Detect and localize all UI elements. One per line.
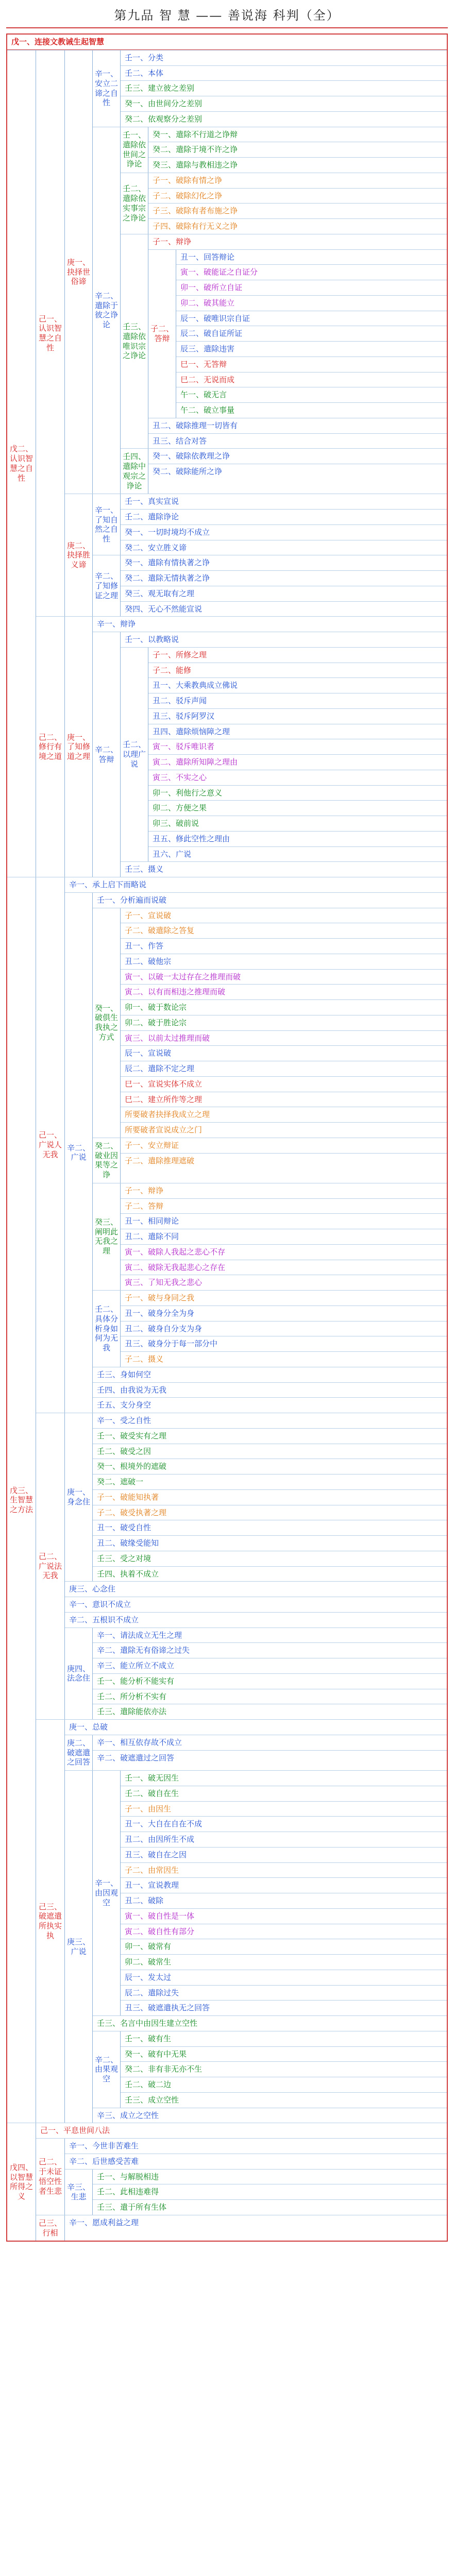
outline-leaf: 壬二、破受之因: [93, 1444, 447, 1459]
outline-leaf: 丑一、宣说教理: [121, 1877, 447, 1893]
outline-leaf: 子一、安立辩证: [125, 1140, 179, 1150]
outline-branch: [93, 908, 447, 1138]
branch-children: [121, 1183, 447, 1290]
branch-children: [93, 1628, 447, 1720]
outline-leaf: 壬一、与解脱相违: [97, 2172, 159, 2181]
outline-leaf: 辰三、遣除违害: [176, 341, 447, 357]
outline-leaf: 子一、宣说破: [125, 910, 172, 920]
outline-branch: [93, 2031, 447, 2108]
outline-leaf: 子二、遣除推理遮破: [121, 1153, 447, 1168]
outline-leaf: 子二、摄义: [121, 1351, 447, 1367]
outline-branch: [121, 173, 447, 234]
outline-leaf: 辰一、宣说破: [121, 1045, 447, 1061]
outline-leaf: 所要破者宣说成立之门: [121, 1122, 447, 1138]
branch-children: [93, 50, 447, 494]
branch-label: 己二、修行有境之道: [36, 617, 65, 877]
outline-branch: [93, 1290, 447, 1367]
outline-leaf: 壬二、遣除诤论: [121, 509, 447, 524]
outline-leaf: 壬一、破无因生: [125, 1773, 179, 1783]
outline-branch: [36, 2138, 447, 2215]
branch-label: 庚二、破遮遣之回答: [65, 1735, 93, 1770]
footer-space: [0, 2242, 454, 2252]
outline-leaf: 癸一、一切时境均不成立: [121, 524, 447, 540]
outline-leaf: 辛一、愿成利益之理: [69, 2217, 139, 2227]
outline-leaf: 辛二、五根识不成立: [65, 1612, 447, 1628]
branch-children: [121, 1771, 447, 2015]
outline-leaf: 丑三、破遮遣执无之回答: [121, 2000, 447, 2015]
outline-branch: [65, 2169, 447, 2215]
outline-leaf: 寅三、不实之心: [148, 770, 447, 785]
outline-leaf: 戊一、连接文教诫生起智慧: [7, 35, 447, 50]
outline-leaf: 子二、破受执著之理: [93, 1505, 447, 1520]
outline-leaf: 癸二、破除能所之诤: [148, 464, 447, 479]
branch-children: [36, 877, 447, 2123]
outline-leaf: 壬一、破有生: [125, 2033, 172, 2043]
outline-leaf: 辛二、后世感受苦难: [65, 2154, 447, 2169]
outline-leaf: 卯二、破常生: [121, 1954, 447, 1970]
outline-branch: [36, 2215, 447, 2241]
branch-label: 癸二、破业因果等之诤: [93, 1138, 121, 1183]
branch-children: [65, 877, 447, 1413]
outline-leaf: 癸三、遣除与教相违之诤: [148, 157, 447, 173]
branch-children: [148, 173, 447, 234]
outline-leaf: 壬一、能分析不能实有: [93, 1673, 447, 1689]
outline-leaf: 寅二、遣除所知障之理由: [148, 754, 447, 770]
outline-leaf: 辰一、破唯识宗自证: [176, 311, 447, 326]
outline-leaf: 巳二、建立所作等之理: [121, 1092, 447, 1107]
branch-label: 己一、广说人无我: [36, 877, 65, 1413]
outline-branch: [65, 617, 447, 877]
outline-leaf: 巳二、无说而成: [176, 372, 447, 387]
outline-leaf: 壬三、遣除能依亦法: [93, 1704, 447, 1719]
outline-leaf: 癸一、破除依教理之诤: [153, 451, 230, 461]
outline-branch: [7, 2123, 447, 2241]
branch-children: [65, 2139, 447, 2215]
branch-children: [148, 449, 447, 494]
outline-leaf: 寅一、破自性是一体: [121, 1908, 447, 1924]
outline-branch: [7, 50, 447, 877]
outline-leaf: 壬四、由我说为无我: [93, 1382, 447, 1398]
branch-label: 辛二、遣除于彼之诤论: [93, 127, 121, 494]
outline-leaf: 午二、破立事量: [176, 402, 447, 418]
outline-branch: [65, 50, 447, 494]
branch-label: 辛二、由果观空: [93, 2031, 121, 2108]
branch-children: [93, 1735, 447, 1770]
outline-leaf: 辛一、请法成立无生之理: [97, 1630, 182, 1640]
page-title: 第九品 智 慧 —— 善说海 科判（全）: [114, 8, 340, 23]
outline-leaf: 丑二、破除: [121, 1893, 447, 1908]
outline-leaf: 壬四、执着不成立: [93, 1566, 447, 1582]
outline-branch: [93, 50, 447, 127]
outline-leaf: 癸一、遣除有情执著之诤: [125, 558, 210, 568]
outline-leaf: 壬二、破二边: [121, 2077, 447, 2092]
outline-leaf: 癸二、遣除无情执著之诤: [121, 570, 447, 586]
branch-label: 癸三、阐明此无我之理: [93, 1183, 121, 1290]
outline-branch: [121, 234, 447, 449]
outline-leaf: 壬五、支分身空: [93, 1397, 447, 1413]
outline-leaf: 癸三、观无取有之理: [121, 586, 447, 601]
branch-label: 辛二、了知修证之理: [93, 555, 121, 616]
outline-branch: [93, 632, 447, 877]
branch-children: [65, 1413, 447, 1719]
outline-leaf: 丑二、破除推理一切皆有: [148, 418, 447, 433]
outline-leaf: 壬一、真实宣说: [125, 497, 179, 506]
outline-branch: [93, 1138, 447, 1183]
outline-leaf: 卯一、破所立自证: [176, 280, 447, 295]
outline-branch: [93, 1183, 447, 1290]
outline-leaf: 壬三、受之对境: [93, 1551, 447, 1566]
outline-leaf: 癸一、遣除不行道之诤辩: [153, 129, 238, 139]
outline-leaf: 癸二、遮破一: [93, 1474, 447, 1489]
outline-leaf: 壬三、遣于所有生体: [93, 2199, 447, 2215]
outline-leaf: 子一、破与身同之我: [125, 1293, 195, 1302]
outline-leaf: 壬二、破自在生: [121, 1786, 447, 1801]
outline-leaf: 卯一、破于数论宗: [121, 999, 447, 1015]
outline-leaf: 癸二、依观察分之差别: [121, 111, 447, 127]
outline-leaf: 癸一、破有中无果: [121, 2046, 447, 2062]
outline-leaf: 寅二、破除无我起悲心之存在: [121, 1260, 447, 1275]
outline-leaf: 己一、平息世间八法: [40, 2126, 110, 2136]
branch-label: 辛一、安立二谛之自性: [93, 50, 121, 127]
branch-label: 己三、行相: [36, 2215, 65, 2241]
branch-label: 壬一、遣除依世间之诤论: [121, 127, 148, 173]
branch-children: [93, 617, 447, 877]
outline-leaf: 壬三、摄义: [121, 861, 447, 877]
outline-branch: [65, 1413, 447, 1581]
branch-children: [93, 1413, 447, 1581]
outline-leaf: 子二、答辩: [121, 1198, 447, 1214]
branch-children: [121, 632, 447, 877]
outline-leaf: 丑三、破自在之因: [121, 1847, 447, 1862]
outline-leaf: 巳一、宣说实体不成立: [121, 1076, 447, 1092]
branch-children: [36, 2123, 447, 2241]
branch-children: [121, 50, 447, 127]
branch-label: 庚一、抉择世俗谛: [65, 50, 93, 494]
branch-label: 庚三、广说: [65, 1771, 93, 2123]
branch-children: [36, 50, 447, 877]
outline-leaf: 癸二、安立胜义谛: [121, 540, 447, 555]
outline-leaf: 壬一、分类: [125, 53, 164, 62]
branch-children: [93, 494, 447, 616]
branch-label: 戊四、以智慧所得之义: [7, 2123, 36, 2241]
outline-leaf: 丑一、破受自性: [93, 1520, 447, 1535]
outline-leaf: 辰二、遣除不定之理: [121, 1061, 447, 1076]
branch-children: [148, 234, 447, 449]
branch-label: 庚一、了知修道之理: [65, 617, 93, 877]
outline-leaf: 寅一、破除人我起之悲心不存: [121, 1244, 447, 1260]
outline-leaf: 子一、破能知执著: [93, 1489, 447, 1505]
outline-branch: [65, 1628, 447, 1720]
branch-label: 己一、认识智慧之自性: [36, 50, 65, 617]
outline-leaf: 庚一、总破: [69, 1722, 108, 1732]
branch-label: 己二、广说法无我: [36, 1413, 65, 1719]
outline-leaf: 丑三、破身分于每一部分中: [121, 1336, 447, 1351]
outline-branch: [93, 555, 447, 616]
outline-branch: [121, 647, 447, 862]
outline-leaf: 丑六、广说: [148, 846, 447, 862]
outline-leaf: 寅三、以前太过推理而破: [121, 1030, 447, 1046]
outline-branch: [65, 892, 447, 1413]
outline-leaf: 卯二、方便之果: [148, 800, 447, 816]
outline-leaf: 寅二、以有而相违之推理而破: [121, 984, 447, 999]
branch-children: [121, 494, 447, 555]
outline-leaf: 卯二、破于胜论宗: [121, 1015, 447, 1030]
outline-leaf: 癸二、遣除于境不许之诤: [148, 142, 447, 157]
outline-leaf: 子三、破除有者布施之诤: [148, 203, 447, 218]
branch-children: [93, 2170, 447, 2215]
branch-label: 庚四、法念住: [65, 1628, 93, 1720]
outline-leaf: 辛一、意识不成立: [65, 1597, 447, 1612]
branch-label: 壬二、遣除依实事宗之诤论: [121, 173, 148, 234]
outline-leaf: 壬一、分析遍而说破: [97, 895, 167, 905]
outline-leaf: 癸一、根境外的遮破: [93, 1459, 447, 1474]
outline-branch: [121, 448, 447, 494]
outline-leaf: 卯二、破其能立: [176, 295, 447, 311]
outline-leaf: 壬三、身如何空: [93, 1367, 447, 1382]
outline-leaf: 辛一、今世非苦难生: [69, 2141, 139, 2150]
branch-label: 辛一、由因观空: [93, 1771, 121, 2015]
branch-children: [93, 893, 447, 1413]
outline-leaf: 丑五、修此空性之理由: [148, 831, 447, 846]
branch-label: 辛二、广说: [65, 893, 93, 1413]
branch-children: [121, 1138, 447, 1183]
outline-leaf: 寅一、驳斥唯识者: [148, 739, 447, 754]
outline-leaf: 巳一、无答辩: [176, 357, 447, 372]
outline-branch: [65, 1770, 447, 2123]
branch-children: [121, 908, 447, 1138]
branch-label: 壬三、遣除依唯识宗之诤论: [121, 234, 148, 449]
branch-label: 辛一、了知自然之自性: [93, 494, 121, 555]
outline-leaf: 壬三、建立彼之差别: [121, 80, 447, 96]
outline-leaf: 丑一、回答辩论: [180, 252, 235, 262]
branch-label: 壬二、具体分析身如何为无我: [93, 1291, 121, 1367]
outline-leaf: 辛一、承上启下而略说: [69, 880, 147, 889]
outline-leaf: 庚三、心念住: [65, 1581, 447, 1597]
outline-leaf: 丑二、破他宗: [121, 954, 447, 969]
branch-label: 戊二、认识智慧之自性: [7, 50, 36, 877]
outline-branch: [36, 1413, 447, 1719]
branch-label: 戊三、生智慧之方法: [7, 877, 36, 2123]
outline-leaf: 壬三、名言中由因生建立空性: [93, 2015, 447, 2031]
outline-leaf: 辰一、发太过: [121, 1970, 447, 1985]
outline-leaf: 丑二、由因所生不成: [121, 1832, 447, 1847]
outline-tree: [6, 33, 448, 2242]
outline-leaf: 壬一、以教略说: [125, 635, 179, 644]
branch-label: 辛二、答辩: [93, 632, 121, 877]
branch-children: [121, 1291, 447, 1367]
outline-leaf: 丑一、大自在自在不成: [121, 1816, 447, 1832]
outline-leaf: 丑四、遣除烦恼障之理: [148, 724, 447, 739]
outline-leaf: 所要破者抉择我成立之理: [121, 1107, 447, 1122]
outline-leaf: 辛一、辩诤: [97, 619, 136, 629]
branch-children: [65, 1720, 447, 2123]
outline-leaf: 辛三、能立所立不成立: [93, 1658, 447, 1673]
outline-leaf: 丑三、驳斥阿罗汉: [148, 708, 447, 724]
outline-leaf: 辛一、相互依存故不成立: [97, 1737, 182, 1747]
outline-leaf: 子一、辩诤: [125, 1185, 164, 1195]
outline-leaf: 癸一、由世间分之差别: [121, 96, 447, 111]
outline-leaf: 壬二、本体: [121, 65, 447, 81]
outline-leaf: 丑二、驳斥声闻: [148, 693, 447, 708]
outline-leaf: 丑二、破身自分支为身: [121, 1321, 447, 1336]
outline-leaf: 辰二、遣除过失: [121, 1985, 447, 2001]
outline-leaf: 辛一、受之自性: [97, 1416, 152, 1425]
header: [6, 0, 448, 28]
branch-label: 庚一、身念住: [65, 1413, 93, 1581]
branch-children: [93, 1771, 447, 2123]
outline-leaf: 癸二、非有非无亦不生: [121, 2061, 447, 2077]
outline-leaf: 卯三、破前说: [148, 816, 447, 831]
branch-label: 癸一、破俱生我执之方式: [93, 908, 121, 1138]
outline-leaf: 子二、由常因生: [121, 1862, 447, 1878]
outline-branch: [93, 127, 447, 494]
branch-children: [148, 127, 447, 173]
branch-children: [65, 2215, 447, 2241]
outline-leaf: 丑一、破身分全为身: [121, 1306, 447, 1321]
outline-leaf: 丑一、作答: [121, 938, 447, 954]
branch-label: 壬二、以理广说: [121, 648, 148, 862]
outline-leaf: 壬一、破受实有之理: [93, 1428, 447, 1444]
outline-leaf: 子二、破除幻化之诤: [148, 188, 447, 204]
outline-leaf: 寅一、以破一太过存在之推理而破: [121, 969, 447, 985]
outline-branch: [93, 494, 447, 555]
outline-leaf: 卯一、利他行之意义: [148, 785, 447, 801]
outline-leaf: 癸四、无心不然能宣说: [121, 601, 447, 617]
outline-leaf: 辛二、破遮遣过之回答: [93, 1750, 447, 1766]
outline-leaf: 午一、破无言: [176, 387, 447, 402]
outline-leaf: 卯一、破常有: [121, 1939, 447, 1954]
branch-label: 辛三、生悲: [65, 2170, 93, 2215]
outline-branch: [93, 1771, 447, 2015]
branch-children: [148, 648, 447, 862]
branch-children: [65, 50, 447, 617]
branch-label: 庚二、抉择胜义谛: [65, 494, 93, 616]
outline-leaf: 子二、破遣除之答复: [121, 923, 447, 938]
outline-leaf: 子一、破除有情之诤: [153, 175, 223, 185]
outline-leaf: 子二、能修: [148, 663, 447, 678]
outline-leaf: 辛二、遣除无有俗谛之过失: [93, 1642, 447, 1658]
branch-children: [121, 555, 447, 616]
outline-branch: [36, 50, 447, 617]
sections: [7, 35, 447, 2241]
outline-leaf: 辛三、成立之空性: [93, 2108, 447, 2123]
branch-children: [121, 127, 447, 494]
outline-leaf: 子一、所修之理: [153, 650, 207, 659]
outline-leaf: 寅一、破能证之自证分: [176, 264, 447, 280]
branch-label: 己三、破遮遣所执实执: [36, 1720, 65, 2123]
outline-branch: [65, 494, 447, 616]
outline-leaf: 丑一、大乘教典成立佛说: [148, 677, 447, 693]
branch-children: [121, 2031, 447, 2108]
outline-leaf: 子一、辩诤: [153, 236, 192, 246]
outline-branch: [121, 127, 447, 173]
outline-branch: [36, 877, 447, 1413]
branch-label: 壬四、遣除中观宗之诤论: [121, 449, 148, 494]
outline-leaf: 壬二、所分析不实有: [93, 1689, 447, 1704]
outline-leaf: 丑三、结合对答: [148, 433, 447, 449]
outline-leaf: 壬二、此相违难得: [93, 2184, 447, 2199]
outline-leaf: 丑二、破缘受能知: [93, 1535, 447, 1551]
outline-branch: [36, 616, 447, 877]
outline-leaf: 壬三、成立空性: [121, 2092, 447, 2108]
branch-children: [176, 250, 447, 418]
outline-leaf: 辰二、破自证所证: [176, 326, 447, 341]
outline-leaf: 子四、破除有行无义之诤: [148, 218, 447, 234]
outline-leaf: 寅三、了知无我之悲心: [121, 1275, 447, 1290]
branch-children: [65, 617, 447, 877]
branch-label: 己二、于未证悟空性者生悲: [36, 2139, 65, 2215]
outline-leaf: 寅二、破自性有部分: [121, 1924, 447, 1939]
outline-leaf: 丑一、相同辩论: [121, 1213, 447, 1229]
outline-branch: [7, 877, 447, 2123]
outline-branch: [65, 1735, 447, 1770]
branch-label: 子二、答辩: [148, 250, 176, 418]
outline-leaf: 丑二、遣除不同: [121, 1229, 447, 1244]
outline-branch: [148, 249, 447, 418]
outline-branch: [36, 1719, 447, 2123]
outline-leaf: 子一、由因生: [121, 1801, 447, 1817]
